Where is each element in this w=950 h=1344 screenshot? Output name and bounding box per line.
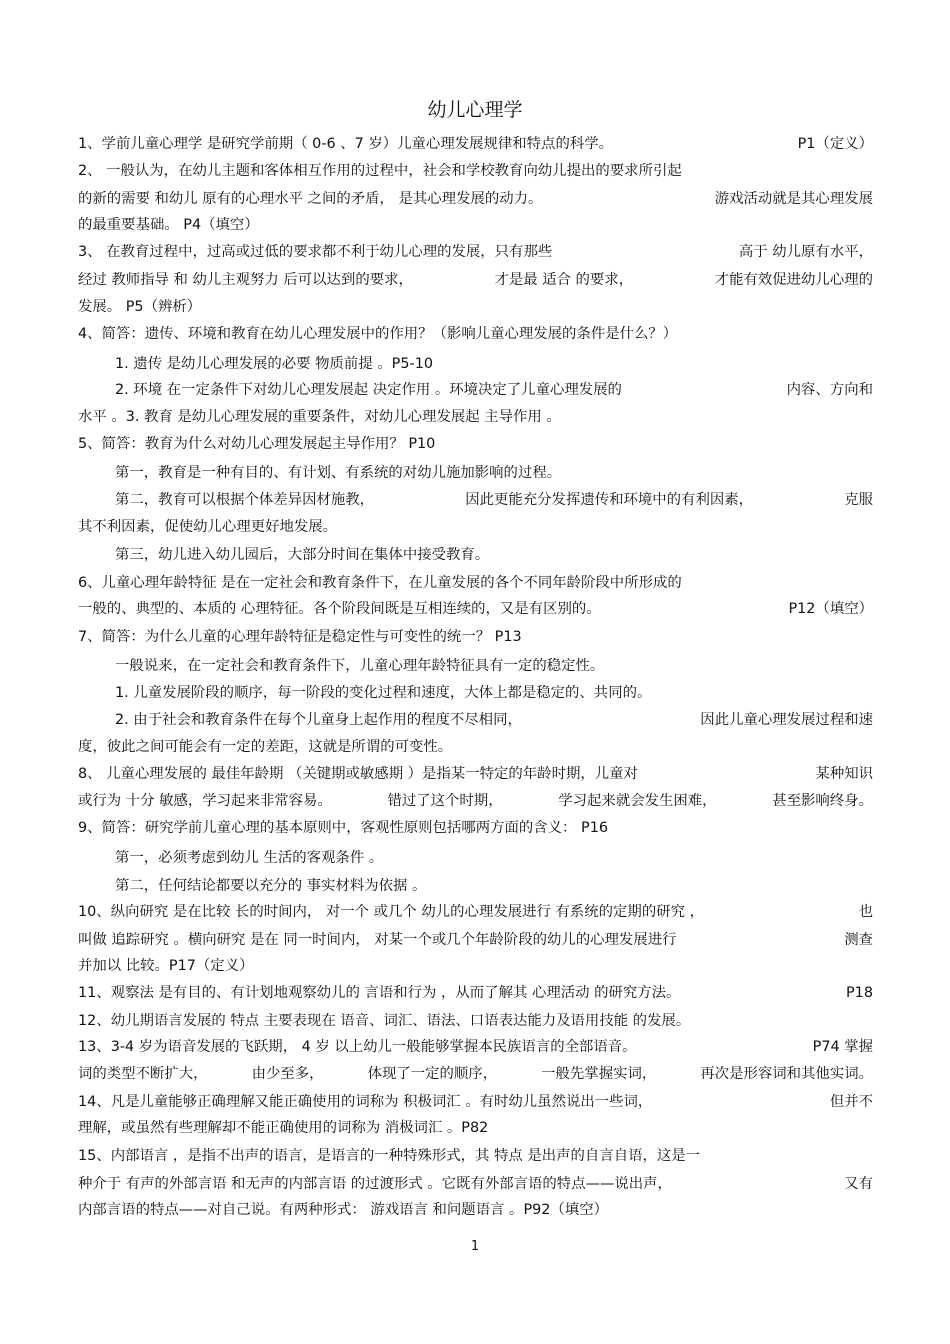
text-segment: 11、观察法 是有目的、有计划地观察幼儿的 言语和行为 ，从而了解其 心理活动 的研究方法。 xyxy=(78,985,681,1001)
text-segment: 第二，教育可以根据个体差异因材施教， xyxy=(115,492,375,508)
text-line xyxy=(78,573,873,593)
text-line xyxy=(78,1200,873,1220)
text-segment: 7、简答：为什么儿童的心理年龄特征是稳定性与可变性的统一？ P13 xyxy=(78,629,522,645)
text-segment: 4、简答：遗传、环境和教育在幼儿心理发展中的作用？（影响儿童心理发展的条件是什么？） xyxy=(78,326,678,342)
document-title: 幼儿心理学 xyxy=(427,99,523,121)
text-segment: 其不利因素，促使幼儿心理更好地发展。 xyxy=(78,519,338,535)
text-line xyxy=(78,599,873,619)
text-segment: 15、内部语言 ，是指不出声的语言，是语言的一种特殊形式，其 特点 是出声的自言自语，这是一 xyxy=(78,1148,701,1164)
text-line xyxy=(78,902,873,922)
text-segment: 或行为 十分 敏感，学习起来非常容易。 xyxy=(78,793,332,809)
text-segment: 叫做 追踪研究 。横向研究 是在 同一时间内， 对某一个或几个年龄阶段的幼儿的心理发展进行 xyxy=(78,932,677,948)
text-line xyxy=(78,189,873,209)
text-segment: 10、纵向研究 是在比较 长的时间内， 对一个 或几个 幼儿的心理发展进行 有系统的定期的研究 ， xyxy=(78,904,704,920)
text-line xyxy=(78,764,873,784)
text-line xyxy=(78,791,873,811)
text-segment: 克服 xyxy=(844,492,873,508)
text-line xyxy=(78,1092,873,1112)
text-segment: 发展。 P5（辨析） xyxy=(78,299,202,315)
text-line xyxy=(115,545,873,565)
text-segment: 第一，必须考虑到幼儿 生活的客观条件 。 xyxy=(115,850,384,866)
text-segment: 3、 在教育过程中，过高或过低的要求都不利于幼儿心理的发展，只有那些 xyxy=(78,244,553,260)
text-line xyxy=(78,1037,873,1057)
text-line xyxy=(78,956,873,976)
text-line xyxy=(115,380,873,400)
text-line xyxy=(78,818,873,838)
text-segment: 1. 儿童发展阶段的顺序，每一阶段的变化过程和速度，大体上都是稳定的、共同的。 xyxy=(115,685,652,701)
text-line xyxy=(78,1064,873,1084)
text-segment: 才是最 适合 的要求， xyxy=(494,272,634,288)
text-segment: 2. 由于社会和教育条件在每个儿童身上起作用的程度不尽相同， xyxy=(115,712,522,728)
text-segment: 13、3-4 岁为语音发展的飞跃期， 4 岁 以上幼儿一般能够掌握本民族语言的全部语音。 xyxy=(78,1039,637,1055)
text-line xyxy=(115,354,873,374)
text-segment: 再次是形容词和其他实词。 xyxy=(700,1066,873,1082)
text-segment: 内部言语的特点——对自己说。有两种形式： 游戏语言 和问题语言 。P92（填空） xyxy=(78,1202,608,1218)
text-segment: 1. 遗传 是幼儿心理发展的必要 物质前提 。P5-10 xyxy=(115,356,434,372)
text-line xyxy=(78,324,873,344)
text-line xyxy=(78,627,873,647)
text-segment: 的新的需要 和幼儿 原有的心理水平 之间的矛盾， 是其心理发展的动力。 xyxy=(78,191,543,207)
text-segment: 并加以 比较。P17（定义） xyxy=(78,958,254,974)
text-line xyxy=(115,490,873,510)
text-line xyxy=(78,161,873,181)
text-segment: 又有 xyxy=(844,1176,873,1192)
text-segment: 种介于 有声的外部言语 和无声的内部言语 的过渡形式 。它既有外部言语的特点——说出声， xyxy=(78,1176,672,1192)
text-line xyxy=(78,1011,873,1031)
text-segment: P12（填空） xyxy=(788,601,873,617)
text-line xyxy=(78,1174,873,1194)
text-segment: 水平 。3. 教育 是幼儿心理发展的重要条件，对幼儿心理发展起 主导作用 。 xyxy=(78,409,561,425)
text-segment: 学习起来就会发生困难， xyxy=(558,793,717,809)
text-segment: 第二，任何结论都要以充分的 事实材料为依据 。 xyxy=(115,878,427,894)
text-line xyxy=(78,434,873,454)
text-line xyxy=(78,517,873,537)
text-line xyxy=(78,242,873,262)
page-number: 1 xyxy=(470,1239,480,1254)
text-segment: 游戏活动就是其心理发展 xyxy=(714,191,873,207)
text-line xyxy=(78,930,873,950)
text-line xyxy=(78,1118,873,1138)
text-line xyxy=(78,1146,873,1166)
text-segment: 内容、方向和 xyxy=(786,382,873,398)
text-segment: 错过了这个时期， xyxy=(387,793,503,809)
text-segment: 某种知识 xyxy=(815,766,873,782)
text-segment: 甚至影响终身。 xyxy=(772,793,873,809)
text-segment: 由少至多， xyxy=(251,1066,324,1082)
text-segment: 14、凡是儿童能够正确理解又能正确使用的词称为 积极词汇 。有时幼儿虽然说出一些词， xyxy=(78,1094,653,1110)
text-line xyxy=(78,407,873,427)
text-segment: 测查 xyxy=(844,932,873,948)
text-segment: 经过 教师指导 和 幼儿主观努力 后可以达到的要求， xyxy=(78,272,413,288)
text-segment: 体现了一定的顺序， xyxy=(367,1066,498,1082)
text-line xyxy=(78,983,873,1003)
text-segment: 12、幼儿期语言发展的 特点 主要表现在 语音、词汇、语法、口语表达能力及语用技能 的发展。 xyxy=(78,1013,691,1029)
text-line xyxy=(115,848,873,868)
text-segment: P74 掌握 xyxy=(812,1039,873,1055)
text-line xyxy=(115,656,873,676)
text-segment: 一般先掌握实词， xyxy=(541,1066,657,1082)
text-segment: 5、简答：教育为什么对幼儿心理发展起主导作用？ P10 xyxy=(78,436,436,452)
text-line xyxy=(78,737,873,757)
text-line xyxy=(78,297,873,317)
text-segment: 6、儿童心理年龄特征 是在一定社会和教育条件下，在儿童发展的各个不同年龄阶段中所形成的 xyxy=(78,575,682,591)
text-line xyxy=(115,683,873,703)
text-segment: 高于 幼儿原有水平， xyxy=(738,244,873,260)
text-segment: 一般的、典型的、本质的 心理特征。各个阶段间既是互相连续的，又是有区别的。 xyxy=(78,601,601,617)
text-segment: 词的类型不断扩大， xyxy=(78,1066,208,1082)
text-segment: P1（定义） xyxy=(797,136,873,152)
text-segment: 因此儿童心理发展过程和速 xyxy=(700,712,873,728)
text-segment: 也 xyxy=(858,904,873,920)
text-segment: 理解，或虽然有些理解却不能正确使用的词称为 消极词汇 。P82 xyxy=(78,1120,489,1136)
text-segment: 但并不 xyxy=(829,1094,873,1110)
text-segment: 9、简答：研究学前儿童心理的基本原则中，客观性原则包括哪两方面的含义： P16 xyxy=(78,820,609,836)
text-segment: 一般说来，在一定社会和教育条件下，儿童心理年龄特征具有一定的稳定性。 xyxy=(115,658,605,674)
text-segment: 因此更能充分发挥遗传和环境中的有利因素， xyxy=(465,492,754,508)
text-segment: 度，彼此之间可能会有一定的差距，这就是所谓的可变性。 xyxy=(78,739,453,755)
text-line xyxy=(115,463,873,483)
text-segment: 2、 一般认为，在幼儿主题和客体相互作用的过程中，社会和学校教育向幼儿提出的要求所引起 xyxy=(78,163,682,179)
text-line xyxy=(78,270,873,290)
text-line xyxy=(78,215,873,235)
text-segment: 2. 环境 在一定条件下对幼儿心理发展起 决定作用 。环境决定了儿童心理发展的 xyxy=(115,382,622,398)
text-segment: 才能有效促进幼儿心理的 xyxy=(714,272,873,288)
text-line xyxy=(115,876,873,896)
text-segment: 第一，教育是一种有目的、有计划、有系统的对幼儿施加影响的过程。 xyxy=(115,465,562,481)
text-segment: 1、学前儿童心理学 是研究学前期（ 0-6 、7 岁）儿童心理发展规律和特点的科学。 xyxy=(78,136,614,152)
text-line xyxy=(115,710,873,730)
text-segment: 8、 儿童心理发展的 最佳年龄期 （关键期或敏感期 ）是指某一特定的年龄时期，儿童对 xyxy=(78,766,638,782)
text-segment: 第三，幼儿进入幼儿园后，大部分时间在集体中接受教育。 xyxy=(115,547,490,563)
text-segment: 的最重要基础。 P4（填空） xyxy=(78,217,259,233)
text-line xyxy=(78,134,873,154)
text-segment: P18 xyxy=(846,985,873,1001)
